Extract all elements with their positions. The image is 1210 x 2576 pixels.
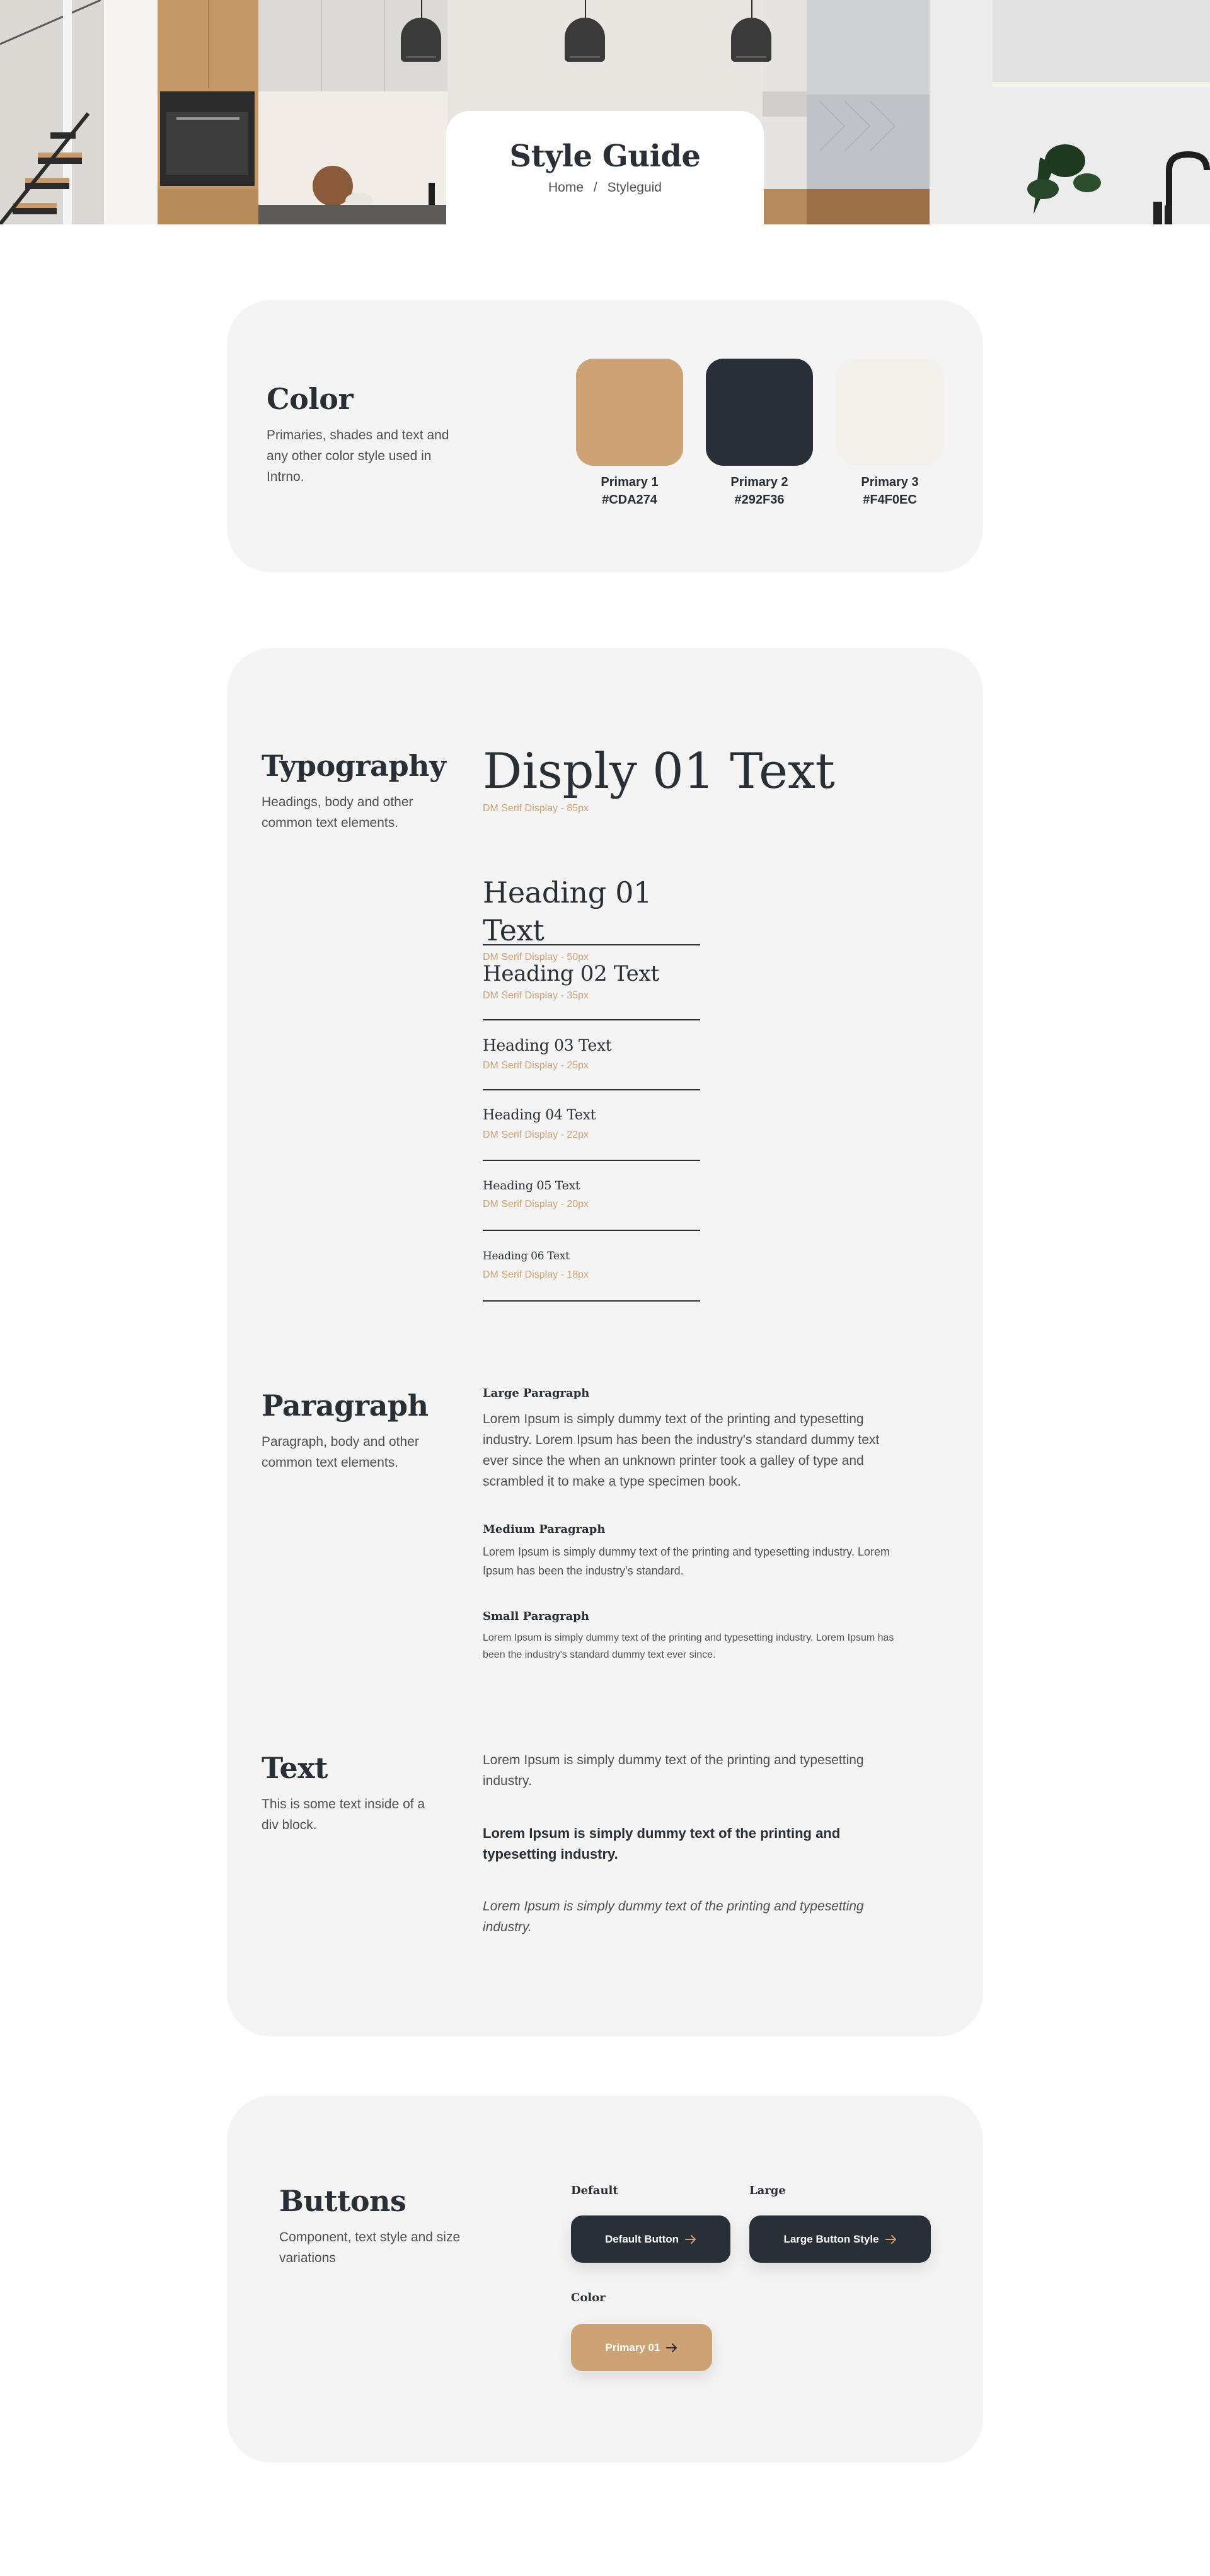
buttons-title: Buttons <box>279 2184 406 2218</box>
page-title: Style Guide <box>509 139 701 174</box>
heading-1-text: Heading 01 Text <box>483 875 652 947</box>
color-swatch <box>706 359 813 509</box>
heading-sample <box>483 1034 700 1090</box>
heading-sample <box>483 1104 700 1161</box>
color-description: Primaries, shades and text and any other color style used in Intrno. <box>267 428 449 484</box>
heading-4-text: Heading 04 Text <box>483 1107 596 1123</box>
hero-banner <box>0 0 1210 224</box>
swatch-primary-3 <box>836 359 943 466</box>
text-intro <box>262 1751 425 1835</box>
primary-01-button[interactable] <box>571 2324 712 2371</box>
small-paragraph-text: Lorem Ipsum is simply dummy text of the printing and typesetting industry. Lorem Ipsum has been the industry's standard dummy text ever since. <box>483 1632 894 1660</box>
paragraph-intro <box>262 1389 451 1473</box>
paragraph-description: Paragraph, body and other common text elements. <box>262 1435 419 1470</box>
breadcrumb <box>446 180 764 195</box>
oven-illustration <box>158 0 258 224</box>
hero-title-card <box>446 111 764 224</box>
typography-intro <box>262 749 451 833</box>
display-sample <box>483 742 899 814</box>
pendant-lamp-icon <box>401 18 441 62</box>
primary-button-label: Primary 01 <box>605 2341 660 2354</box>
typography-section <box>227 648 983 2036</box>
text-bold: Lorem Ipsum is simply dummy text of the printing and typesetting industry. <box>483 1825 841 1862</box>
large-button-label: Large Button Style <box>783 2232 879 2245</box>
display-text: Disply 01 Text <box>483 743 835 800</box>
hero-wall <box>104 0 158 224</box>
paragraph-title: Paragraph <box>262 1389 429 1423</box>
pendant-lamp-icon <box>731 18 771 62</box>
text-samples <box>483 1750 899 1938</box>
typography-title: Typography <box>262 749 446 783</box>
swatch-hex: #F4F0EC <box>863 493 917 507</box>
heading-3-spec: DM Serif Display - 25px <box>483 1060 589 1071</box>
arrow-right-icon <box>666 2343 677 2352</box>
default-button[interactable] <box>571 2215 730 2263</box>
heading-6-spec: DM Serif Display - 18px <box>483 1269 589 1280</box>
large-paragraph-text: Lorem Ipsum is simply dummy text of the printing and typesetting industry. Lorem Ipsum has been the industry's standard dummy text ever since the when an unknown printer took a galley of type and scrambled it to make a type specimen book. <box>483 1412 880 1489</box>
medium-paragraph-label: Medium Paragraph <box>483 1523 606 1536</box>
heading-sample <box>483 1245 700 1302</box>
breadcrumb-separator: / <box>593 180 597 195</box>
typography-description: Headings, body and other common text elements. <box>262 795 413 830</box>
breadcrumb-current: Styleguid <box>607 180 662 195</box>
heading-6-text: Heading 06 Text <box>483 1250 570 1262</box>
text-italic: Lorem Ipsum is simply dummy text of the printing and typesetting industry. <box>483 1899 864 1934</box>
swatch-hex: #292F36 <box>734 493 785 507</box>
arrow-right-icon <box>885 2235 897 2244</box>
hero-plant-area <box>930 0 1210 224</box>
heading-sample <box>483 874 700 962</box>
paragraph-small <box>483 1610 899 1663</box>
heading-3-text: Heading 03 Text <box>483 1036 612 1054</box>
heading-sample <box>483 960 700 1020</box>
heading-2-text: Heading 02 Text <box>483 961 659 986</box>
large-label: Large <box>749 2184 786 2197</box>
small-paragraph-label: Small Paragraph <box>483 1610 589 1623</box>
text-title: Text <box>262 1751 328 1785</box>
medium-paragraph-text: Lorem Ipsum is simply dummy text of the printing and typesetting industry. Lorem Ipsum has been the industry's standard. <box>483 1545 890 1577</box>
buttons-description: Component, text style and size variations <box>279 2230 461 2265</box>
display-spec: DM Serif Display - 85px <box>483 803 589 814</box>
plant-illustration <box>930 0 1210 224</box>
large-paragraph-label: Large Paragraph <box>483 1387 590 1400</box>
heading-1-spec: DM Serif Display - 50px <box>483 952 589 962</box>
default-button-label: Default Button <box>604 2232 679 2245</box>
tile-illustration <box>807 0 930 224</box>
swatch-name: Primary 1 <box>601 475 659 489</box>
pendant-cord <box>751 0 752 19</box>
hero-cabinet-grey <box>807 0 930 224</box>
pendant-cord <box>421 0 422 19</box>
paragraph-large <box>483 1387 899 1492</box>
swatch-primary-1 <box>576 359 683 466</box>
color-title: Color <box>267 382 354 416</box>
staircase-illustration <box>0 0 104 224</box>
pendant-cord <box>585 0 586 19</box>
default-label: Default <box>571 2184 618 2197</box>
color-section <box>227 300 983 572</box>
heading-5-text: Heading 05 Text <box>483 1179 580 1193</box>
pendant-lamp-icon <box>565 18 605 62</box>
heading-2-spec: DM Serif Display - 35px <box>483 990 589 1001</box>
text-description: This is some text inside of a div block. <box>262 1797 425 1832</box>
color-swatch <box>576 359 683 509</box>
text-normal: Lorem Ipsum is simply dummy text of the printing and typesetting industry. <box>483 1753 864 1788</box>
buttons-section <box>227 2096 983 2463</box>
color-swatch <box>836 359 943 509</box>
paragraph-medium <box>483 1523 899 1580</box>
hero-wood-cabinet <box>158 0 258 224</box>
buttons-intro <box>279 2184 481 2268</box>
swatch-hex: #CDA274 <box>602 493 657 507</box>
swatch-name: Primary 2 <box>730 475 788 489</box>
breadcrumb-home-link[interactable]: Home <box>548 180 584 195</box>
color-label: Color <box>571 2291 606 2304</box>
heading-sample <box>483 1175 700 1231</box>
color-intro <box>267 382 468 487</box>
swatch-name: Primary 3 <box>861 475 919 489</box>
arrow-right-icon <box>685 2235 696 2244</box>
swatch-primary-2 <box>706 359 813 466</box>
heading-5-spec: DM Serif Display - 20px <box>483 1199 589 1210</box>
heading-4-spec: DM Serif Display - 22px <box>483 1129 589 1140</box>
large-button[interactable] <box>749 2215 931 2263</box>
hero-staircase <box>0 0 104 224</box>
